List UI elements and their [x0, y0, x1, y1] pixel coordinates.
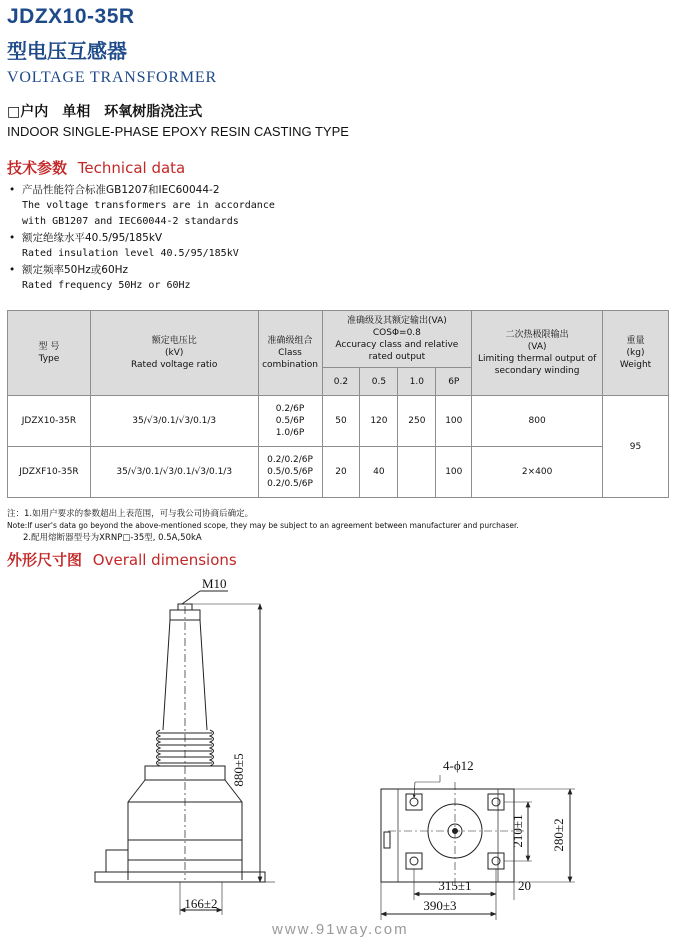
overall-h-label: 390±3: [423, 898, 457, 913]
front-view: [95, 591, 275, 915]
header-class: [258, 311, 322, 396]
hole-spacing-h-label: 315±1: [438, 878, 472, 893]
note-1-cn: 注：1.如用户要求的参数超出上表范围，可与我公司协商后确定。: [7, 509, 254, 519]
note-1-en: Note:If user's data go beyond the above-mentioned scope, they may be subject to an agreement between manufacturer and purchaser.: [7, 521, 519, 530]
bullet-dot-icon: •: [9, 264, 16, 276]
cell-type: JDZX10-35R: [8, 396, 91, 447]
tech-heading-cn: 技术参数: [7, 159, 68, 177]
bullet-cn: 产品性能符合标准GB1207和IEC60044-2: [22, 184, 220, 196]
header-text: 额定电压比: [151, 336, 197, 346]
bullet-en: The voltage transformers are in accordance: [22, 200, 275, 211]
header-text: Limiting thermal output of: [478, 354, 597, 364]
header-text: (kg): [626, 348, 645, 358]
cell-type: JDZXF10-35R: [8, 447, 91, 498]
cell-weight: 95: [603, 396, 669, 498]
mount-hole-pad: [488, 794, 504, 810]
header-acc-0.5: 0.5: [360, 368, 398, 396]
subtitle-cn: □户内 单相 环氧树脂浇注式: [7, 104, 203, 120]
header-text: (VA): [527, 342, 547, 352]
base-view: [381, 775, 575, 920]
class-line: 0.2/0.2/6P: [267, 455, 313, 465]
cell-out-1.0: [398, 447, 436, 498]
notes: [7, 508, 519, 544]
cell-out-6p: 100: [436, 396, 472, 447]
subtitle-en: INDOOR SINGLE-PHASE EPOXY RESIN CASTING TYPE: [7, 124, 349, 139]
header-text: Weight: [619, 360, 652, 370]
header-text: combination: [262, 360, 318, 370]
cell-thermal: 2×400: [472, 447, 603, 498]
bullet-en: with GB1207 and IEC60044-2 standards: [22, 216, 239, 227]
header-text: 型 号: [38, 342, 60, 352]
header-text: Type: [38, 354, 60, 364]
class-line: 0.5/0.5/6P: [267, 467, 313, 477]
thread-label: M10: [202, 576, 227, 591]
header-text: 准确级组合: [267, 336, 313, 346]
tech-heading-en: Technical data: [77, 159, 186, 177]
holes-label: 4-ϕ12: [443, 758, 474, 773]
cell-thermal: 800: [472, 396, 603, 447]
dimensions-heading-en: Overall dimensions: [92, 551, 237, 569]
height-label: 880±5: [231, 753, 246, 787]
header-text: 准确级及其额定输出(VA): [346, 316, 447, 326]
header-thermal: [472, 311, 603, 396]
cell-class: [258, 396, 322, 447]
header-text: COSΦ=0.8: [372, 328, 421, 338]
header-text: (kV): [165, 348, 184, 358]
secondary-terminal-box: [106, 850, 128, 872]
bullet-cn: 额定绝缘水平40.5/95/185kV: [22, 232, 163, 244]
header-text: Class: [278, 348, 302, 358]
bullet-dot-icon: •: [9, 184, 16, 196]
header-text: rated output: [368, 352, 426, 362]
mount-hole-icon: [492, 857, 500, 865]
thread-leader: [182, 591, 200, 604]
cell-out-6p: 100: [436, 447, 472, 498]
header-text: Rated voltage ratio: [130, 360, 218, 370]
header-accuracy: [322, 311, 472, 368]
cell-out-0.2: 20: [322, 447, 360, 498]
base-width-label: 166±2: [184, 896, 218, 911]
dimensions-heading-cn: 外形尺寸图: [7, 551, 83, 569]
class-line: 0.2/0.5/6P: [267, 479, 313, 489]
cell-ratio: 35/√3/0.1/√3/0.1/√3/0.1/3: [90, 447, 258, 498]
cell-out-0.5: 120: [360, 396, 398, 447]
class-line: 0.5/6P: [275, 416, 305, 426]
class-line: 0.2/6P: [275, 404, 305, 414]
overall-v-label: 280±2: [551, 818, 566, 852]
cell-class: [258, 447, 322, 498]
bullet-item: [9, 262, 275, 278]
table-header-row: [8, 311, 669, 368]
mount-hole-icon: [410, 798, 418, 806]
bullet-item: [9, 230, 275, 246]
bullet-en: Rated insulation level 40.5/95/185kV: [22, 248, 239, 259]
note-2-cn: 2.配用熔断器型号为XRNP□-35型, 0.5A,50kA: [23, 533, 202, 543]
base-outline: [381, 789, 514, 882]
dimension-drawing: [0, 570, 680, 942]
header-text: 重量: [626, 336, 645, 346]
header-ratio: [90, 311, 258, 396]
header-type: [8, 311, 91, 396]
base-inner-flange: [398, 789, 498, 882]
cell-out-1.0: 250: [398, 396, 436, 447]
mount-hole-icon: [410, 857, 418, 865]
tech-heading: [7, 157, 185, 178]
header-acc-6p: 6P: [436, 368, 472, 396]
header-text: secondary winding: [494, 366, 580, 376]
header-acc-1.0: 1.0: [398, 368, 436, 396]
watermark: www.91way.com: [272, 921, 409, 938]
hole-spacing-v-label: 210±1: [510, 814, 525, 848]
header-text: Accuracy class and relative: [335, 340, 459, 350]
tech-bullet-list: [9, 182, 275, 294]
product-name-en: VOLTAGE TRANSFORMER: [7, 69, 217, 86]
bullet-cn: 额定频率50Hz或60Hz: [22, 264, 129, 276]
bullet-item: [9, 182, 275, 198]
model-title: JDZX10-35R: [7, 5, 135, 28]
product-name-cn: 型电压互感器: [7, 39, 127, 63]
spec-table: [7, 310, 669, 498]
mount-hole-pad: [488, 853, 504, 869]
cell-out-0.2: 50: [322, 396, 360, 447]
dimensions-heading: [7, 549, 237, 570]
edge-label: 20: [518, 878, 531, 893]
bullet-en: Rated frequency 50Hz or 60Hz: [22, 280, 191, 291]
header-acc-0.2: 0.2: [322, 368, 360, 396]
class-line: 1.0/6P: [275, 428, 305, 438]
side-lug: [384, 832, 390, 848]
base-plate: [95, 872, 265, 882]
header-weight: [603, 311, 669, 396]
mount-hole-icon: [492, 798, 500, 806]
header-text: 二次热极限输出: [505, 330, 569, 340]
holes-leader: [414, 782, 415, 798]
cell-ratio: 35/√3/0.1/√3/0.1/3: [90, 396, 258, 447]
mount-hole-pad: [406, 853, 422, 869]
table-row: [8, 396, 669, 447]
table-row: [8, 447, 669, 498]
cell-out-0.5: 40: [360, 447, 398, 498]
bullet-dot-icon: •: [9, 232, 16, 244]
